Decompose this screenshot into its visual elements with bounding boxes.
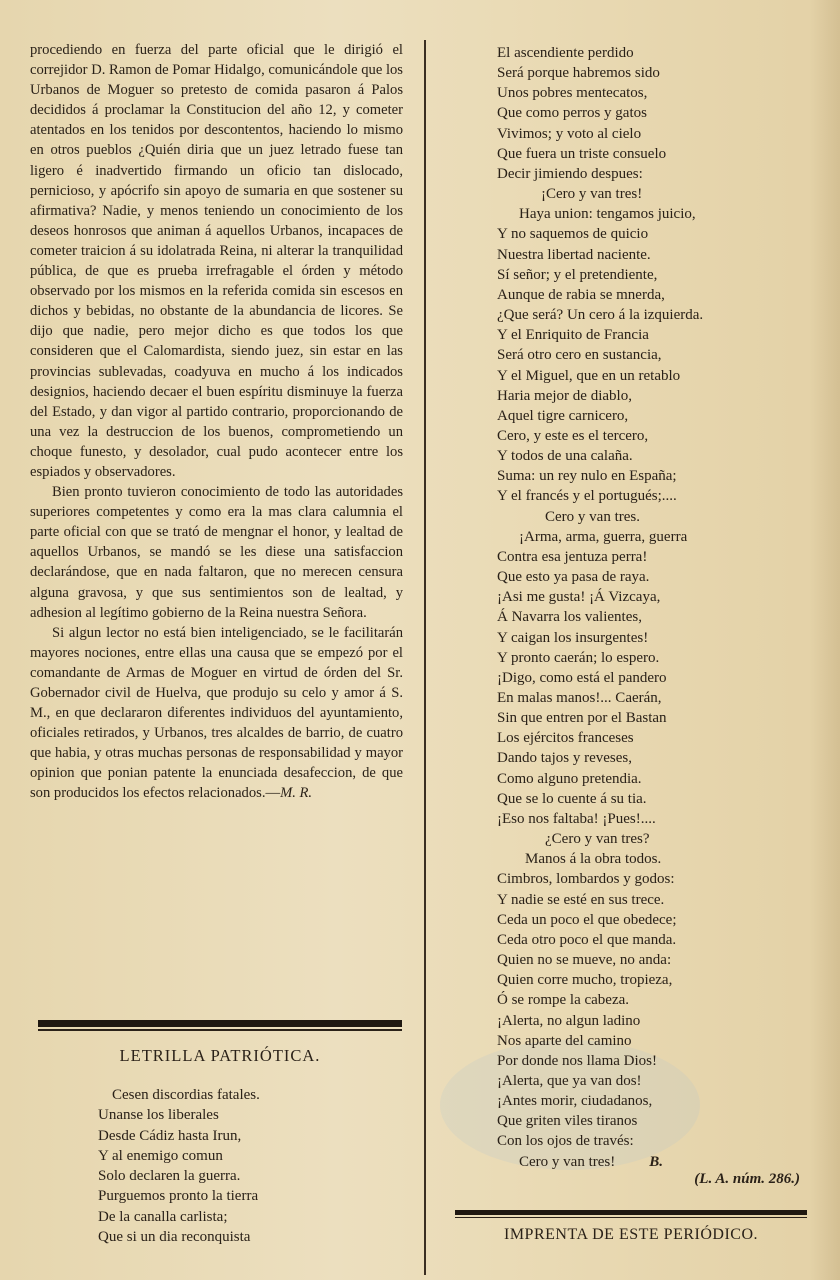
verse-line: Y el Miguel, que en un retablo xyxy=(497,367,681,384)
verse-line: ¿Que será? Un cero á la izquierda. xyxy=(497,307,704,324)
article-paragraph-2: Bien pronto tuvieron conocimiento de todo las autoridades superiores competentes y como era la mas clara calumnia el parte oficial con que se trató de mengnar el honor, y lealtad de aquellos Urbanos, se mandó se les diese una satisfaccion declarándose, que en nada faltaron, que no merecen censura alguna gravosa, y que sus sentimientos son de lealtad, y adhesion al legítimo gobierno de la Reina nuestra Señora. xyxy=(30,484,403,621)
verse-refrain: ¡Cero y van tres! xyxy=(541,186,643,203)
verse-line: Manos á la obra todos. xyxy=(525,851,662,868)
verse-line: Con los ojos de través: xyxy=(497,1133,634,1150)
verse-line: Y al enemigo comun xyxy=(98,1147,223,1164)
imprint-rule-thin xyxy=(455,1217,807,1218)
verse-line: Vivimos; y voto al cielo xyxy=(497,125,642,142)
verse-line: Que esto ya pasa de raya. xyxy=(497,569,650,586)
verse-line: Dando tajos y reveses, xyxy=(497,750,632,767)
poem-verses-left xyxy=(98,1085,408,1247)
verse-line: Y no saquemos de quicio xyxy=(497,226,649,243)
verse-line: ¡Asi me gusta! ¡Á Vizcaya, xyxy=(497,589,661,606)
verse-line: ¡Arma, arma, guerra, guerra xyxy=(519,528,688,545)
verse-line: Nos aparte del camino xyxy=(497,1032,632,1049)
verse-line: ¡Digo, como está el pandero xyxy=(497,669,667,686)
verse-line: Haria mejor de diablo, xyxy=(497,387,632,404)
column-divider xyxy=(424,40,426,1275)
verse-line: Aquel tigre carnicero, xyxy=(497,407,629,424)
article-paragraph-3-text: Si algun lector no está bien inteligenciado, se le facilitarán mayores nociones, entre ellas una causa que se empezó por el comandante de Armas de Moguer en virtud de órden del Sr. Gobernador civil de Huelva, que produjo su celo y amor á S. M., en que declararon diferentes individuos del ayuntamiento, oficiales retirados, y Urbanos, tres alcaldes de barrio, de cuatro que habia, y otras muchas personas de responsabilidad y mayor opinion que ponian patente la enunciada desafeccion, de que son producidos los efectos relacionados. xyxy=(30,624,403,802)
verse-line: Que griten viles tiranos xyxy=(497,1113,638,1130)
verse-line: Contra esa jentuza perra! xyxy=(497,548,648,565)
verse-line: Suma: un rey nulo en España; xyxy=(497,468,677,485)
verse-line: Que si un dia reconquista xyxy=(98,1229,251,1246)
verse-line: Solo declaren la guerra. xyxy=(98,1168,241,1185)
verse-line: Que se lo cuente á su tia. xyxy=(497,790,647,807)
verse-line: Como alguno pretendia. xyxy=(497,770,642,787)
verse-line: Los ejércitos franceses xyxy=(497,730,634,747)
verse-line: Purguemos pronto la tierra xyxy=(98,1188,259,1205)
imprint-line: IMPRENTA DE ESTE PERIÓDICO. xyxy=(504,1226,758,1243)
verse-refrain: Cero y van tres. xyxy=(545,508,640,525)
poem-verses-right xyxy=(497,43,777,1172)
verse-line: Y pronto caerán; lo espero. xyxy=(497,649,660,666)
verse-line: Será porque habremos sido xyxy=(497,65,660,82)
page-edge-shadow xyxy=(810,0,840,1280)
verse-line: Ó se rompe la cabeza. xyxy=(497,992,630,1009)
article-signature: M. R. xyxy=(280,785,313,802)
verse-line: Cimbros, lombardos y godos: xyxy=(497,871,675,888)
verse-line: Sí señor; y el pretendiente, xyxy=(497,266,658,283)
verse-refrain-final xyxy=(497,1152,777,1172)
verse-line: Decir jimiendo despues: xyxy=(497,165,643,182)
verse-line: Ceda otro poco el que manda. xyxy=(497,931,677,948)
article-paragraph-3: Si algun lector no está bien inteligenciado, se le facilitarán mayores nociones, entre ellas una causa que se empezó por el comandante de Armas de Moguer en virtud de órden del Sr. Gobernador civil de Huelva, que produjo su celo y amor á S. M., en que declararon diferentes individuos del ayuntamiento, oficiales retirados, y Urbanos, tres alcaldes de barrio, de cuatro que habia, y otras muchas personas de responsabilidad y mayor opinion que ponian patente la enunciada desafeccion, de que son producidos los efectos relacionados.—M. R. xyxy=(30,624,403,802)
verse-line: Cero, y este es el tercero, xyxy=(497,427,649,444)
verse-line: Quien no se mueve, no anda: xyxy=(497,952,672,969)
verse-line: ¡Antes morir, ciudadanos, xyxy=(497,1093,653,1110)
verse-line: Ceda un poco el que obedece; xyxy=(497,911,677,928)
verse-line: ¡Alerta, no algun ladino xyxy=(497,1012,641,1029)
article-left-column xyxy=(30,40,403,804)
verse-line: Unanse los liberales xyxy=(98,1107,219,1124)
verse-line: Y nadie se esté en sus trece. xyxy=(497,891,665,908)
verse-line: El ascendiente perdido xyxy=(497,45,634,61)
verse-line: Sin que entren por el Bastan xyxy=(497,710,667,727)
verse-line: Y caigan los insurgentes! xyxy=(497,629,649,646)
verse-line: ¡Alerta, que ya van dos! xyxy=(497,1072,642,1089)
section-rule-thin xyxy=(38,1029,402,1031)
verse-line: Por donde nos llama Dios! xyxy=(497,1052,657,1069)
imprint-rule-thick xyxy=(455,1210,807,1215)
source-credit: (L. A. núm. 286.) xyxy=(694,1171,800,1187)
verse-line: ¡Eso nos faltaba! ¡Pues!.... xyxy=(497,810,656,827)
verse-line: Desde Cádiz hasta Irun, xyxy=(98,1127,242,1144)
verse-line: Unos pobres mentecatos, xyxy=(497,85,648,102)
verse-line: Á Navarra los valientes, xyxy=(497,609,642,626)
article-paragraph-1: procediendo en fuerza del parte oficial que le dirigió el correjidor D. Ramon de Pomar Hidalgo, comunicándole que los Urbanos de Moguer so pretesto de comida pasaron á Palos decididos á proclamar la Constitucion del año 12, y cometer atentados en los tenidos por descontentos, haciendo lo mismo en otros pueblos ¿Quién diria que un juez letrado fuese tan ligero é inadvertido firmando un oficio tan dislocado, pernicioso, y apócrifo sin apoyo de sumaria en que sostener su afirmativa? Nadie, y menos teniendo un conocimiento de los deseos honrosos que animan á aquellos Urbanos, incapaces de cometer traicion á su idolatrada Reina, ni alterar la tranquilidad pública, de que es prueba irrefragable el órden y método observado por los mismos en la referida comida sin escesos en dichos y bebidas, no obstante de la abundancia de licores. Se dijo que nadie, pero mejor dicho es que todos los que consideren que el Calomardista, siendo juez, sin estar en las provincias sublevadas, coadyuva en mucho á los indicados designios, haciendo decaer el buen espíritu disminuye la fuerza del Estado, y dan vigor al partido contrario, proporcionando de una vez la destruccion de los buenos, comprometiendo un choque funesto, y desolador, cual pudo acontecer entre los espiados y observadores. xyxy=(30,42,403,480)
verse-line: Será otro cero en sustancia, xyxy=(497,347,662,364)
verse-line: Y todos de una calaña. xyxy=(497,448,633,465)
verse-line: Que fuera un triste consuelo xyxy=(497,145,667,162)
verse-refrain: ¿Cero y van tres? xyxy=(545,831,650,848)
verse-line: Y el francés y el portugués;.... xyxy=(497,488,677,505)
verse-line: Haya union: tengamos juicio, xyxy=(519,206,696,223)
verse-line: Cesen discordias fatales. xyxy=(112,1087,260,1103)
poem-heading: LETRILLA PATRIÓTICA. xyxy=(119,1046,321,1065)
verse-line: Aunque de rabia se mnerda, xyxy=(497,286,665,303)
verse-line: En malas manos!... Caerán, xyxy=(497,690,662,706)
verse-line: Y el Enriquito de Francia xyxy=(497,327,649,344)
section-rule-thick xyxy=(38,1020,402,1027)
verse-line: Nuestra libertad naciente. xyxy=(497,246,651,263)
verse-line: De la canalla carlista; xyxy=(98,1208,228,1225)
verse-line: Que como perros y gatos xyxy=(497,105,647,122)
verse-refrain-text: Cero y van tres! xyxy=(519,1153,616,1170)
verse-line: Quien corre mucho, tropieza, xyxy=(497,972,673,989)
poem-signature: B. xyxy=(649,1153,663,1170)
